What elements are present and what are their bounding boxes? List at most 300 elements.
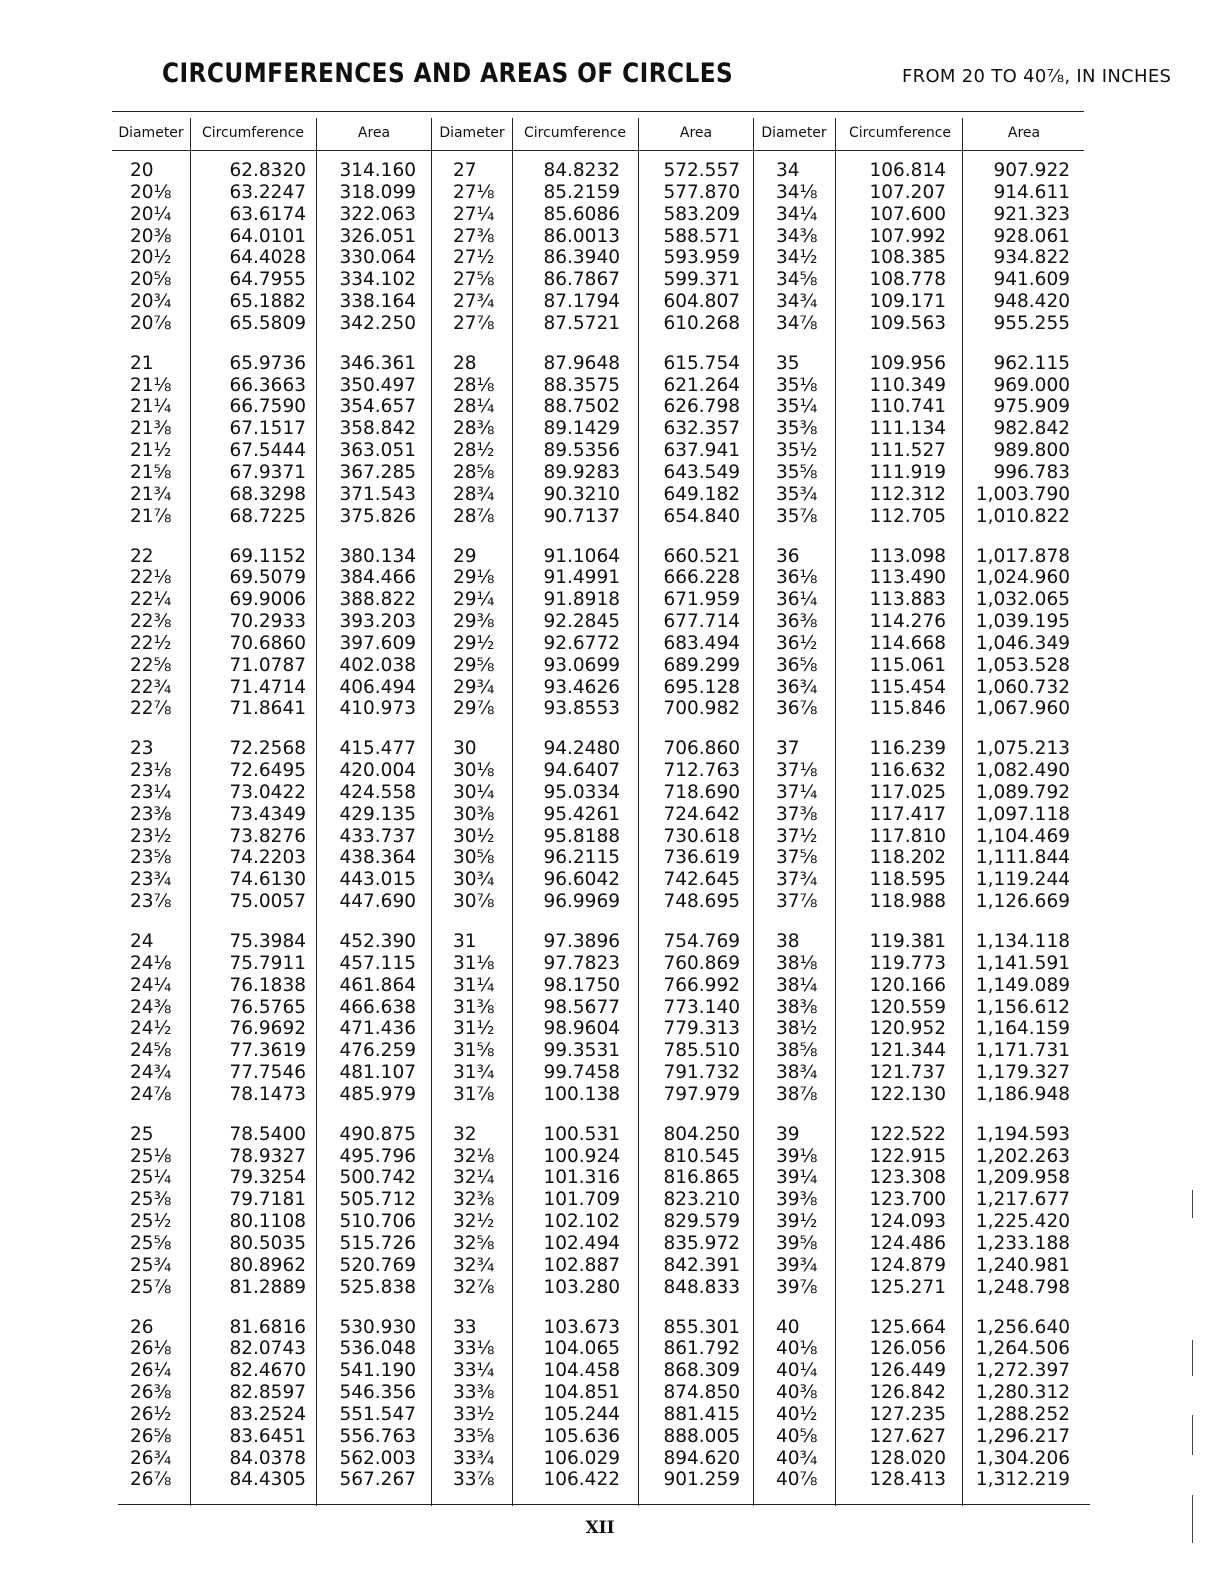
area-cell: 457.115 (339, 952, 416, 974)
area-cell: 1,256.640 (975, 1316, 1070, 1338)
area-cell: 1,156.612 (975, 996, 1070, 1018)
diameter-cell: 29¼ (453, 589, 495, 611)
diameter-cell: 36⅜ (776, 611, 818, 633)
circumference-cell: 74.6130 (229, 869, 306, 891)
block-spacer (320, 1106, 416, 1124)
circumference-cell: 108.778 (869, 269, 946, 291)
area-cell: 695.128 (663, 676, 740, 698)
area-cell: 466.638 (339, 996, 416, 1018)
circumference-cell: 89.9283 (543, 461, 620, 483)
diameter-cell: 21⅞ (130, 505, 172, 527)
circumference-cell: 119.381 (869, 931, 946, 952)
area-cell: 894.620 (663, 1447, 740, 1469)
circumference-cell: 102.887 (543, 1254, 620, 1276)
circumference-cell: 67.5444 (229, 440, 306, 462)
diameter-cell: 34⅜ (776, 225, 818, 247)
area-cell: 643.549 (663, 461, 740, 483)
area-cell: 322.063 (339, 203, 416, 225)
area-cell: 393.203 (339, 611, 416, 633)
circumference-cell: 97.3896 (543, 931, 620, 952)
area-cell: 420.004 (339, 760, 416, 782)
block-spacer (644, 720, 740, 738)
area-cell: 712.763 (663, 760, 740, 782)
area-cell: 495.796 (339, 1145, 416, 1167)
area-cell: 1,240.981 (975, 1254, 1070, 1276)
circumference-cell: 66.7590 (229, 396, 306, 418)
diameter-cell: 30½ (453, 825, 495, 847)
circumference-cell: 87.5721 (543, 312, 620, 334)
scan-mark (1192, 1415, 1193, 1455)
circumference-cell: 116.632 (869, 760, 946, 782)
area-cell: 1,010.822 (975, 505, 1070, 527)
diameter-cell: 28⅛ (453, 374, 495, 396)
circumference-cell: 88.7502 (543, 396, 620, 418)
circumference-cell: 117.417 (869, 803, 946, 825)
area-cell: 660.521 (663, 545, 740, 567)
diameter-cell: 20⅞ (130, 312, 172, 334)
column-rule (431, 118, 432, 1506)
block-spacer (966, 1106, 1070, 1124)
diameter-cell: 26⅜ (130, 1382, 172, 1404)
area-cell: 829.579 (663, 1211, 740, 1233)
diameter-cell: 38⅛ (776, 952, 818, 974)
header-diameter-2: Diameter (439, 125, 505, 141)
area-cell: 481.107 (339, 1062, 416, 1084)
area-cell: 649.182 (663, 483, 740, 505)
block-spacer (842, 528, 946, 546)
block-spacer (520, 1106, 620, 1124)
area-cell: 438.364 (339, 847, 416, 869)
area-cell: 861.792 (663, 1338, 740, 1360)
diameter-cell: 25¼ (130, 1167, 172, 1189)
area-cell: 447.690 (339, 891, 416, 913)
area-cell: 881.415 (663, 1403, 740, 1425)
diameter-cell: 36⅛ (776, 567, 818, 589)
block-spacer (644, 1106, 740, 1124)
circumference-cell: 113.490 (869, 567, 946, 589)
diameter-cell: 33⅜ (453, 1382, 495, 1404)
circumference-cell: 106.422 (543, 1469, 620, 1491)
circumference-cell: 78.9327 (229, 1145, 306, 1167)
diameter-cell: 35½ (776, 440, 818, 462)
block-spacer (198, 528, 306, 546)
block-spacer (520, 1299, 620, 1317)
block-spacer (776, 720, 834, 738)
block-spacer (320, 720, 416, 738)
circumference-cell: 125.271 (869, 1276, 946, 1298)
circumference-cell: 104.458 (543, 1360, 620, 1382)
area-cell: 384.466 (339, 567, 416, 589)
circumference-cell: 127.627 (869, 1425, 946, 1447)
diameter-cell: 37⅞ (776, 891, 818, 913)
circumference-cell: 64.7955 (229, 269, 306, 291)
block-spacer (198, 335, 306, 353)
diameter-cell: 33 (453, 1316, 477, 1338)
area-cell: 367.285 (339, 461, 416, 483)
block-spacer (198, 1299, 306, 1317)
circumference-cell: 89.5356 (543, 440, 620, 462)
circumference-cell: 120.166 (869, 974, 946, 996)
block-spacer (130, 335, 188, 353)
diameter-cell: 32⅜ (453, 1189, 495, 1211)
area-cell: 342.250 (339, 312, 416, 334)
circumference-cell: 85.2159 (543, 181, 620, 203)
area-cell: 318.099 (339, 181, 416, 203)
diameter-cell: 38¾ (776, 1062, 818, 1084)
diameter-cell: 39¾ (776, 1254, 818, 1276)
circumference-cell: 67.1517 (229, 418, 306, 440)
area-cell: 934.822 (993, 247, 1070, 269)
diameter-cell: 28⅜ (453, 418, 495, 440)
diameter-cell: 34⅞ (776, 312, 818, 334)
area-cell: 730.618 (663, 825, 740, 847)
circumference-cell: 65.9736 (229, 352, 306, 374)
diameter-cell: 22⅝ (130, 654, 172, 676)
circumference-cell: 120.559 (869, 996, 946, 1018)
circumference-cell: 114.668 (869, 632, 946, 654)
area-cell: 804.250 (663, 1123, 740, 1145)
circumference-cell: 82.0743 (229, 1338, 306, 1360)
diameter-cell: 35⅝ (776, 461, 818, 483)
diameter-cell: 23½ (130, 825, 172, 847)
diameter-cell: 22 (130, 545, 154, 567)
area-cell: 1,164.159 (975, 1018, 1070, 1040)
diameter-cell: 37¼ (776, 781, 818, 803)
circumference-cell: 77.3619 (229, 1040, 306, 1062)
diameter-cell: 38 (776, 931, 800, 952)
area-cell: 1,082.490 (975, 760, 1070, 782)
area-cell: 388.822 (339, 589, 416, 611)
area-cell: 914.611 (993, 181, 1070, 203)
diameter-cell: 24¼ (130, 974, 172, 996)
circumference-cell: 68.3298 (229, 483, 306, 505)
circumference-cell: 98.5677 (543, 996, 620, 1018)
circumference-cell: 68.7225 (229, 505, 306, 527)
area-cell: 452.390 (339, 931, 416, 952)
diameter-cell: 33⅝ (453, 1425, 495, 1447)
diameter-cell: 39⅜ (776, 1189, 818, 1211)
circumference-cell: 96.9969 (543, 891, 620, 913)
block-spacer (320, 528, 416, 546)
area-cell: 1,126.669 (975, 891, 1070, 913)
diameter-cell: 28¼ (453, 396, 495, 418)
diameter-cell: 34¾ (776, 291, 818, 313)
block-spacer (320, 913, 416, 931)
diameter-cell: 21¾ (130, 483, 172, 505)
circumference-cell: 84.8232 (543, 160, 620, 181)
block-spacer (198, 913, 306, 931)
circumference-cell: 115.454 (869, 676, 946, 698)
area-cell: 1,003.790 (975, 483, 1070, 505)
diameter-cell: 25⅝ (130, 1232, 172, 1254)
circumference-cell: 128.020 (869, 1447, 946, 1469)
diameter-cell: 39⅞ (776, 1276, 818, 1298)
circumference-cell: 84.4305 (229, 1469, 306, 1491)
diameter-cell: 28⅞ (453, 505, 495, 527)
circumference-cell: 65.5809 (229, 312, 306, 334)
block-spacer (320, 335, 416, 353)
area-cell: 541.190 (339, 1360, 416, 1382)
area-cell: 1,209.958 (975, 1167, 1070, 1189)
block-spacer (842, 913, 946, 931)
diameter-cell: 23⅜ (130, 803, 172, 825)
area-cell: 848.833 (663, 1276, 740, 1298)
block-spacer (842, 1106, 946, 1124)
area-cell: 485.979 (339, 1083, 416, 1105)
diameter-cell: 31⅜ (453, 996, 495, 1018)
area-cell: 443.015 (339, 869, 416, 891)
circumference-cell: 125.664 (869, 1316, 946, 1338)
table-bottom-rule (118, 1504, 1090, 1505)
header-bottom-rule (112, 150, 1084, 151)
area-column-3 (966, 160, 1070, 1491)
circumference-cell: 100.924 (543, 1145, 620, 1167)
circumference-cell: 115.846 (869, 698, 946, 720)
circumference-cell: 78.5400 (229, 1123, 306, 1145)
area-cell: 921.323 (993, 203, 1070, 225)
diameter-cell: 32½ (453, 1211, 495, 1233)
area-cell: 666.228 (663, 567, 740, 589)
circumference-cell: 108.385 (869, 247, 946, 269)
circumference-column-1 (198, 160, 306, 1491)
circumference-cell: 73.0422 (229, 781, 306, 803)
column-rule (962, 118, 963, 1506)
area-cell: 868.309 (663, 1360, 740, 1382)
diameter-cell: 27⅝ (453, 269, 495, 291)
area-cell: 941.609 (993, 269, 1070, 291)
diameter-cell: 40¼ (776, 1360, 818, 1382)
circumference-cell: 96.2115 (543, 847, 620, 869)
area-cell: 1,024.960 (975, 567, 1070, 589)
block-spacer (130, 1106, 188, 1124)
block-spacer (130, 913, 188, 931)
area-cell: 1,075.213 (975, 738, 1070, 760)
diameter-cell: 39⅝ (776, 1232, 818, 1254)
circumference-cell: 116.239 (869, 738, 946, 760)
circumference-cell: 109.956 (869, 352, 946, 374)
circumference-column-2 (520, 160, 620, 1491)
circumference-cell: 81.6816 (229, 1316, 306, 1338)
circumference-cell: 89.1429 (543, 418, 620, 440)
area-cell: 1,186.948 (975, 1083, 1070, 1105)
circumference-cell: 98.1750 (543, 974, 620, 996)
diameter-column-3 (776, 160, 834, 1491)
area-cell: 969.000 (993, 374, 1070, 396)
area-cell: 1,111.844 (975, 847, 1070, 869)
area-cell: 982.842 (993, 418, 1070, 440)
area-cell: 577.870 (663, 181, 740, 203)
column-rule (190, 118, 191, 1506)
circumference-cell: 123.700 (869, 1189, 946, 1211)
circumference-cell: 71.0787 (229, 654, 306, 676)
block-spacer (453, 913, 511, 931)
diameter-cell: 22⅜ (130, 611, 172, 633)
circumference-cell: 126.842 (869, 1382, 946, 1404)
circumference-cell: 71.4714 (229, 676, 306, 698)
circumference-cell: 64.4028 (229, 247, 306, 269)
diameter-cell: 31¼ (453, 974, 495, 996)
area-cell: 1,312.219 (975, 1469, 1070, 1491)
circumference-cell: 69.5079 (229, 567, 306, 589)
diameter-cell: 27½ (453, 247, 495, 269)
circumference-cell: 62.8320 (229, 160, 306, 181)
diameter-cell: 38½ (776, 1018, 818, 1040)
area-cell: 471.436 (339, 1018, 416, 1040)
area-cell: 700.982 (663, 698, 740, 720)
circumference-cell: 117.810 (869, 825, 946, 847)
diameter-cell: 22⅞ (130, 698, 172, 720)
circumference-cell: 76.1838 (229, 974, 306, 996)
circumference-cell: 126.056 (869, 1338, 946, 1360)
circumference-cell: 100.138 (543, 1083, 620, 1105)
block-spacer (776, 335, 834, 353)
area-cell: 1,149.089 (975, 974, 1070, 996)
diameter-cell: 23⅞ (130, 891, 172, 913)
area-cell: 842.391 (663, 1254, 740, 1276)
area-cell: 785.510 (663, 1040, 740, 1062)
area-cell: 1,233.188 (975, 1232, 1070, 1254)
area-cell: 718.690 (663, 781, 740, 803)
circumference-cell: 111.527 (869, 440, 946, 462)
circumference-cell: 75.7911 (229, 952, 306, 974)
diameter-cell: 20⅝ (130, 269, 172, 291)
circumference-cell: 80.1108 (229, 1211, 306, 1233)
diameter-cell: 38⅝ (776, 1040, 818, 1062)
diameter-cell: 25½ (130, 1211, 172, 1233)
area-cell: 510.706 (339, 1211, 416, 1233)
diameter-cell: 36⅝ (776, 654, 818, 676)
circumference-cell: 127.235 (869, 1403, 946, 1425)
diameter-cell: 33⅞ (453, 1469, 495, 1491)
header-area-3: Area (1007, 125, 1041, 141)
circumference-cell: 79.3254 (229, 1167, 306, 1189)
area-cell: 415.477 (339, 738, 416, 760)
circumference-cell: 85.6086 (543, 203, 620, 225)
block-spacer (966, 528, 1070, 546)
circumference-cell: 96.6042 (543, 869, 620, 891)
title-main: CIRCUMFERENCES AND AREAS OF CIRCLES (162, 58, 734, 89)
block-spacer (130, 720, 188, 738)
area-cell: 572.557 (663, 160, 740, 181)
diameter-cell: 24⅛ (130, 952, 172, 974)
area-cell: 551.547 (339, 1403, 416, 1425)
area-cell: 610.268 (663, 312, 740, 334)
area-cell: 588.571 (663, 225, 740, 247)
circumference-cell: 109.171 (869, 291, 946, 313)
diameter-cell: 24½ (130, 1018, 172, 1040)
circumference-cell: 124.093 (869, 1211, 946, 1233)
diameter-cell: 22⅛ (130, 567, 172, 589)
area-cell: 380.134 (339, 545, 416, 567)
diameter-cell: 20¼ (130, 203, 172, 225)
circumference-column-3 (842, 160, 946, 1491)
circumference-cell: 76.9692 (229, 1018, 306, 1040)
diameter-cell: 27⅜ (453, 225, 495, 247)
area-cell: 888.005 (663, 1425, 740, 1447)
circumference-cell: 65.1882 (229, 291, 306, 313)
circumference-cell: 87.1794 (543, 291, 620, 313)
area-cell: 948.420 (993, 291, 1070, 313)
diameter-cell: 29⅜ (453, 611, 495, 633)
diameter-cell: 28⅝ (453, 461, 495, 483)
circumference-cell: 119.773 (869, 952, 946, 974)
circumference-cell: 63.6174 (229, 203, 306, 225)
area-cell: 907.922 (993, 160, 1070, 181)
diameter-cell: 25¾ (130, 1254, 172, 1276)
header-area-2: Area (679, 125, 713, 141)
diameter-cell: 21½ (130, 440, 172, 462)
header-circumference-2: Circumference (523, 125, 627, 141)
diameter-cell: 22½ (130, 632, 172, 654)
area-cell: 632.357 (663, 418, 740, 440)
diameter-cell: 20 (130, 160, 154, 181)
circumference-cell: 106.814 (869, 160, 946, 181)
area-cell: 546.356 (339, 1382, 416, 1404)
diameter-cell: 37⅝ (776, 847, 818, 869)
circumference-cell: 103.280 (543, 1276, 620, 1298)
diameter-cell: 30⅝ (453, 847, 495, 869)
circumference-cell: 111.134 (869, 418, 946, 440)
area-cell: 314.160 (339, 160, 416, 181)
area-cell: 350.497 (339, 374, 416, 396)
diameter-cell: 35¾ (776, 483, 818, 505)
diameter-cell: 24 (130, 931, 154, 952)
circumference-cell: 71.8641 (229, 698, 306, 720)
area-cell: 567.267 (339, 1469, 416, 1491)
column-rule (835, 118, 836, 1506)
circumference-cell: 114.276 (869, 611, 946, 633)
area-cell: 358.842 (339, 418, 416, 440)
diameter-cell: 28 (453, 352, 477, 374)
circumference-cell: 111.919 (869, 461, 946, 483)
circumference-cell: 103.673 (543, 1316, 620, 1338)
block-spacer (966, 720, 1070, 738)
area-cell: 975.909 (993, 396, 1070, 418)
circumference-cell: 95.8188 (543, 825, 620, 847)
circumference-cell: 122.522 (869, 1123, 946, 1145)
area-cell: 530.930 (339, 1316, 416, 1338)
circumference-cell: 112.312 (869, 483, 946, 505)
area-cell: 736.619 (663, 847, 740, 869)
diameter-cell: 21 (130, 352, 154, 374)
area-cell: 406.494 (339, 676, 416, 698)
diameter-cell: 28½ (453, 440, 495, 462)
diameter-cell: 23 (130, 738, 154, 760)
scan-mark (1192, 1190, 1193, 1218)
page-number: XII (585, 1518, 615, 1538)
area-cell: 928.061 (993, 225, 1070, 247)
circumference-cell: 109.563 (869, 312, 946, 334)
area-cell: 754.769 (663, 931, 740, 952)
circumference-cell: 93.8553 (543, 698, 620, 720)
diameter-cell: 21⅝ (130, 461, 172, 483)
area-column-2 (644, 160, 740, 1491)
block-spacer (453, 1299, 511, 1317)
area-cell: 810.545 (663, 1145, 740, 1167)
diameter-cell: 35⅞ (776, 505, 818, 527)
circumference-cell: 72.6495 (229, 760, 306, 782)
diameter-cell: 30¾ (453, 869, 495, 891)
block-spacer (966, 335, 1070, 353)
circumference-cell: 94.6407 (543, 760, 620, 782)
diameter-cell: 40⅞ (776, 1469, 818, 1491)
circumference-cell: 122.130 (869, 1083, 946, 1105)
diameter-cell: 30⅜ (453, 803, 495, 825)
area-cell: 476.259 (339, 1040, 416, 1062)
diameter-cell: 40¾ (776, 1447, 818, 1469)
circumference-cell: 95.0334 (543, 781, 620, 803)
area-cell: 689.299 (663, 654, 740, 676)
